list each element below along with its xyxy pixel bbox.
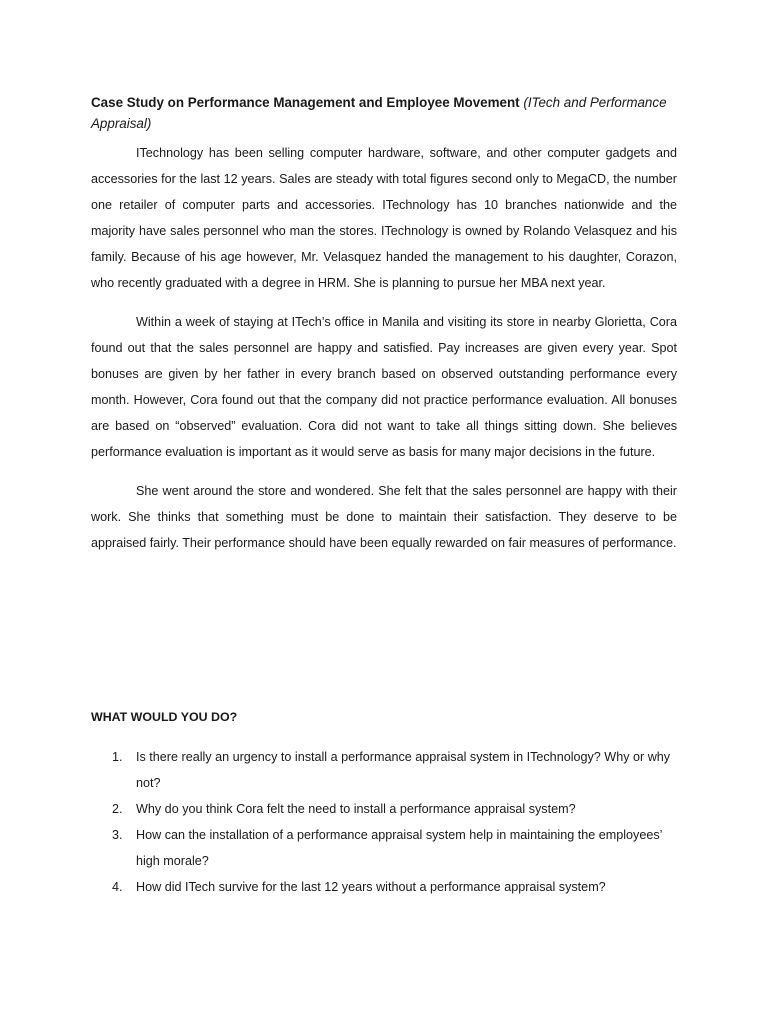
- document-subtitle: (ITech and Performance Appraisal): [91, 95, 667, 131]
- question-number: 2.: [112, 802, 123, 816]
- question-number: 1.: [112, 750, 123, 764]
- question-item: [91, 874, 677, 900]
- document-body: [91, 92, 677, 569]
- question-text: Why do you think Cora felt the need to install a performance appraisal system?: [136, 802, 576, 816]
- question-list: [91, 744, 677, 900]
- question-item: [91, 822, 677, 874]
- question-heading: WHAT WOULD YOU DO?: [91, 710, 238, 724]
- paragraph-3: She went around the store and wondered. She felt that the sales personnel are happy with their work. She thinks that something must be done to maintain their satisfaction. They deserve to be appraised fairly. Their performance should have been equally rewarded on fair measures of performance.: [91, 484, 677, 550]
- question-text: Is there really an urgency to install a performance appraisal system in ITechnology? Why or why not?: [136, 750, 671, 790]
- paragraph-1: ITechnology has been selling computer hardware, software, and other computer gadgets and accessories for the last 12 years. Sales are steady with total figures second only to MegaCD, the number one retailer of computer parts and accessories. ITechnology has 10 branches nationwide and the majority have sales personnel who man the stores. ITechnology is owned by Rolando Velasquez and his family. Because of his age however, Mr. Velasquez handed the management to his daughter, Corazon, who recently graduated with a degree in HRM. She is planning to pursue her MBA next year.: [91, 146, 677, 290]
- question-item: [91, 796, 677, 822]
- question-item: [91, 744, 677, 796]
- question-number: 4.: [112, 880, 123, 894]
- question-text: How can the installation of a performance appraisal system help in maintaining the employees’ high morale?: [136, 828, 662, 868]
- question-number: 3.: [112, 828, 123, 842]
- document-title: Case Study on Performance Management and Employee Movement: [91, 95, 520, 110]
- document-title-block: [91, 92, 677, 134]
- question-text: How did ITech survive for the last 12 years without a performance appraisal system?: [136, 880, 606, 894]
- paragraph-2: Within a week of staying at ITech’s office in Manila and visiting its store in nearby Glorietta, Cora found out that the sales personnel are happy and satisfied. Pay increases are given every year. Spot bonuses are given by her father in every branch based on observed outstanding performance every month. However, Cora found out that the company did not practice performance evaluation. All bonuses are based on “observed” evaluation. Cora did not want to take all things sitting down. She believes performance evaluation is important as it would serve as basis for many major decisions in the future.: [91, 315, 677, 459]
